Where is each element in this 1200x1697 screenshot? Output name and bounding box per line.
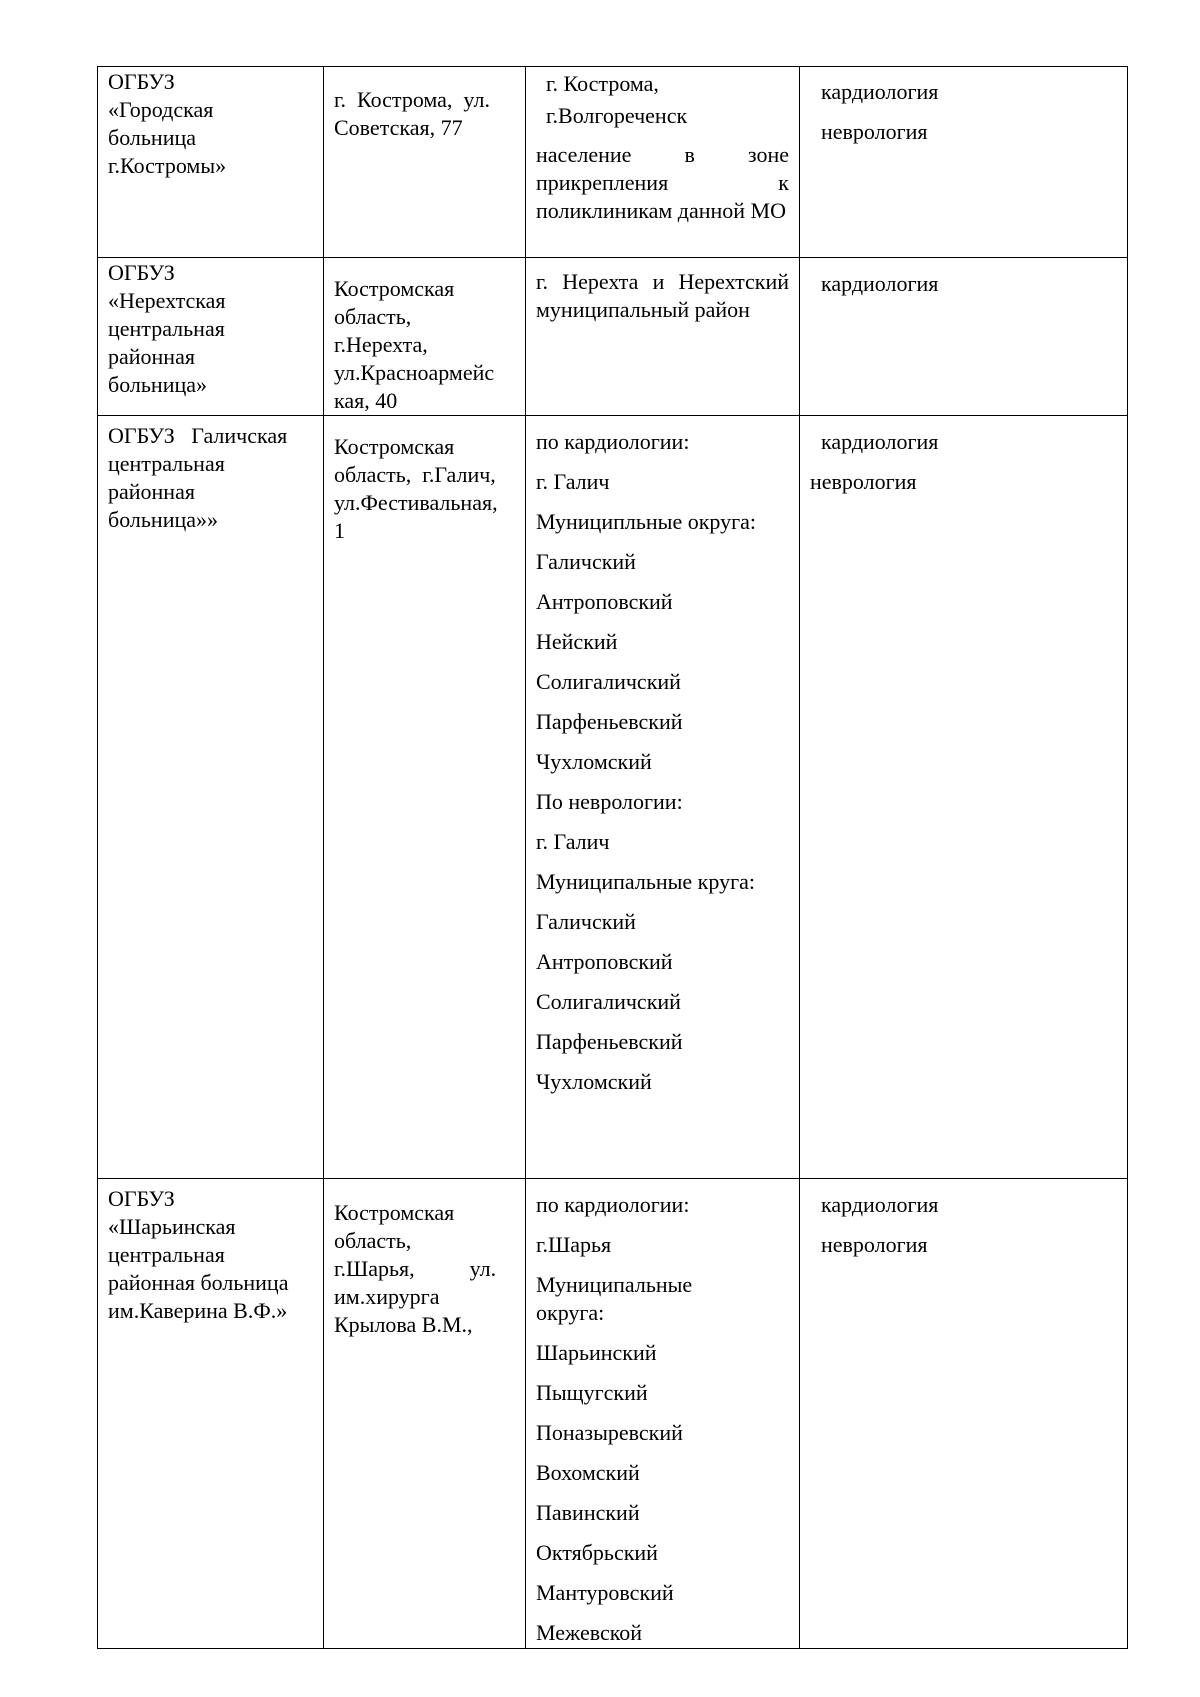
table-row <box>98 67 1128 258</box>
profiles: кардиология <box>821 271 939 296</box>
profile-cell <box>800 416 1128 1179</box>
service-area: по кардиологии: г. Галич Муниципльные округа: Галичский Антроповский Нейский Солигаличский Парфеньевский Чухломский По неврологии: г. Галич Муниципальные круга: Галичский Антроповский Солигаличский Парфеньевский Чухломский <box>536 429 757 1094</box>
org-cell <box>98 67 324 258</box>
table-row <box>98 1179 1128 1649</box>
profile-cell <box>800 67 1128 258</box>
profile-cell <box>800 258 1128 416</box>
area-cell <box>526 1179 800 1649</box>
org-name: ОГБУЗ «Шарьинская центральная районная больница им.Каверина В.Ф.» <box>108 1186 289 1323</box>
area-cell <box>526 67 800 258</box>
address-cell <box>324 1179 526 1649</box>
address: Костромская область, г.Шарья, ул. им.хирурга Крылова В.М., <box>334 1200 497 1337</box>
org-cell <box>98 416 324 1179</box>
profiles: кардиология неврология <box>810 429 939 494</box>
address: г. Кострома, ул. Советская, 77 <box>334 87 490 140</box>
profiles: кардиология неврология <box>821 79 939 144</box>
table-row <box>98 416 1128 1179</box>
service-area: по кардиологии: г.Шарья Муниципальные округа: Шарьинский Пыщугский Поназыревский Вохомский Павинский Октябрьский Мантуровский Межевской <box>536 1192 693 1645</box>
org-name: ОГБУЗ «Городская больница г.Костромы» <box>108 69 227 178</box>
org-cell <box>98 1179 324 1649</box>
area-cell <box>526 258 800 416</box>
address-cell <box>324 416 526 1179</box>
profile-cell <box>800 1179 1128 1649</box>
address: Костромская область, г.Нерехта, ул.Красноармейс кая, 40 <box>334 276 495 413</box>
hospital-table <box>97 66 1128 1649</box>
profiles: кардиология неврология <box>821 1192 939 1257</box>
address-cell <box>324 67 526 258</box>
service-area: г. Кострома, г.Волгореченск население в зоне прикрепления к поликлиникам данной МО <box>536 71 789 223</box>
address-cell <box>324 258 526 416</box>
area-description: население в зоне прикрепления к поликлиникам данной МО <box>536 142 789 223</box>
area-cell <box>526 416 800 1179</box>
org-name: ОГБУЗ Галичская центральная районная больница»» <box>108 423 288 532</box>
org-cell <box>98 258 324 416</box>
address: Костромская область, г.Галич, ул.Фестивальная, 1 <box>334 434 498 543</box>
table-row <box>98 258 1128 416</box>
service-area: г. Нерехта и Нерехтский муниципальный район <box>536 269 789 322</box>
org-name: ОГБУЗ «Нерехтская центральная районная больница» <box>108 260 226 397</box>
